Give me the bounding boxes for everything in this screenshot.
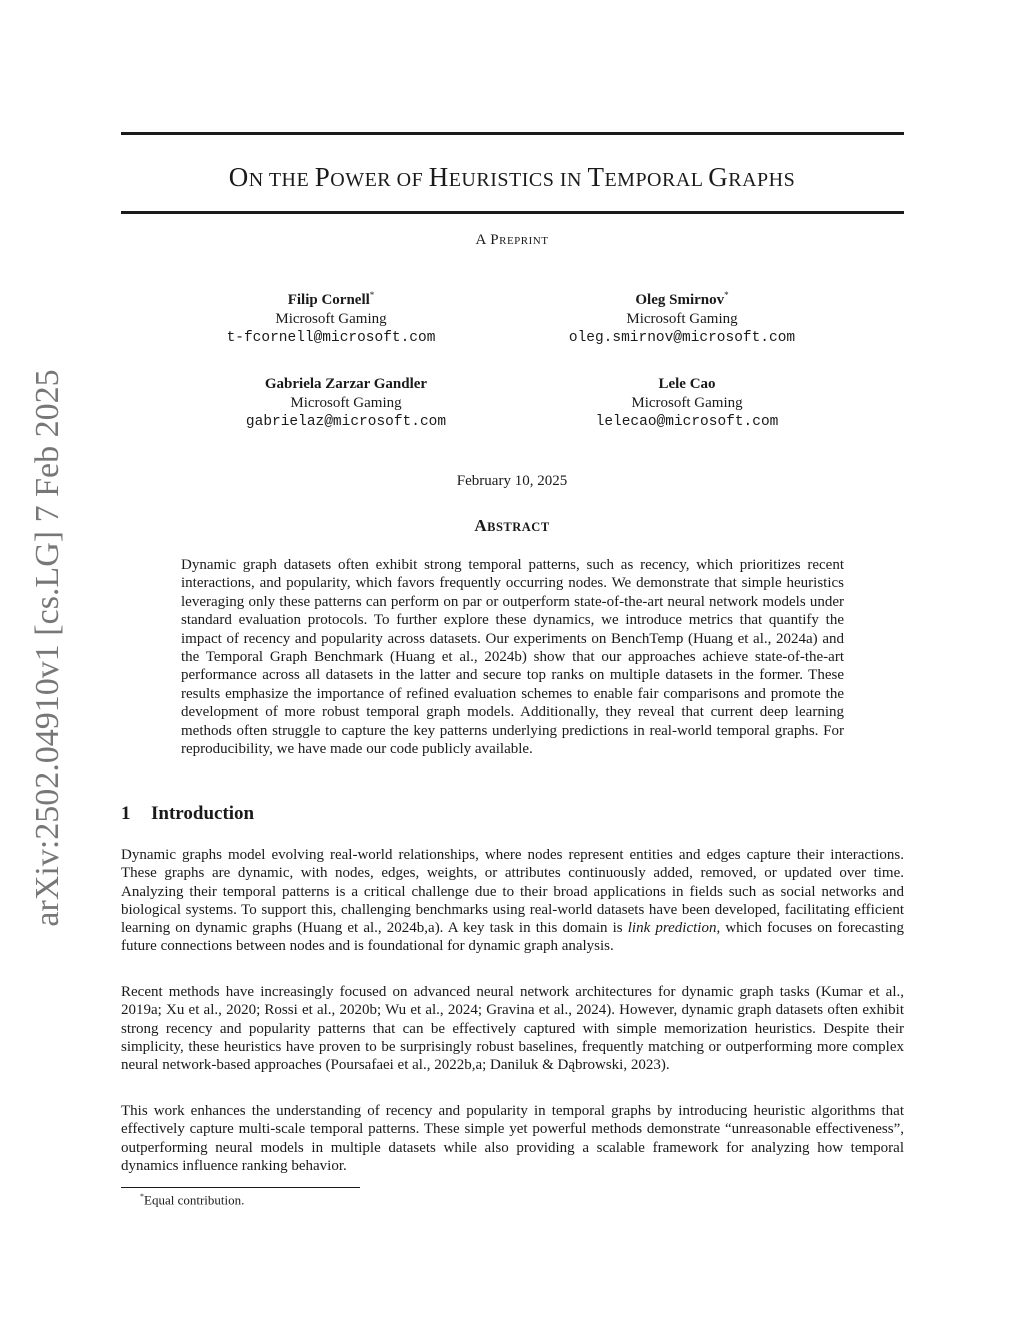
section-heading: 1 Introduction — [121, 803, 255, 824]
author-block: Oleg Smirnov* Microsoft Gaming oleg.smirnov@microsoft.com — [532, 286, 832, 348]
author-affiliation: Microsoft Gaming — [290, 395, 402, 411]
title-top-rule — [121, 132, 904, 135]
intro-paragraph-3: This work enhances the understanding of recency and popularity in temporal graphs by introducing heuristic algorithms that effectively capture multi-scale temporal patterns. These simple yet powerful methods demonstrate “unreasonable effectiveness”, outperforming neural models in multiple datasets while also providing a scalable framework for analyzing how temporal dynamics influence ranking behavior. — [121, 1103, 904, 1174]
author-name: Filip Cornell — [287, 292, 370, 308]
author-block — [196, 370, 496, 432]
paper-title: ON THE POWER OF HEURISTICS IN TEMPORAL GRAPHS — [228, 162, 796, 192]
abstract-heading: ABSTRACT — [474, 516, 550, 535]
author-name: Lele Cao — [658, 376, 716, 392]
author-name: Oleg Smirnov — [635, 292, 725, 308]
paper-date: February 10, 2025 — [456, 473, 568, 489]
author-email[interactable]: t-fcornell@microsoft.com — [226, 330, 436, 346]
footnote-rule — [121, 1187, 360, 1188]
footnote: *Equal contribution. — [140, 1192, 245, 1208]
arxiv-side-stamp: arXiv:2502.04910v1 [cs.LG] 7 Feb 2025 — [29, 369, 66, 927]
abstract-text: Dynamic graph datasets often exhibit strong temporal patterns, such as recency, which prioritizes recent interactions, and popularity, which favors frequently occurring nodes. We demonstrate that simple heuristics leveraging only these patterns can perform on par or outperform state-of-the-art neural network models under standard evaluation protocols. To further explore these dynamics, we introduce metrics that quantify the impact of recency and popularity across datasets. Our experiments on BenchTemp (Huang et al., 2024a) and the Temporal Graph Benchmark (Huang et al., 2024b) show that our approaches achieve state-of-the-art performance across all datasets in the latter and secure top ranks on multiple datasets in the former. These results emphasize the importance of refined evaluation schemes to enable fair comparisons and promote the development of more robust temporal graph models. Additionally, they reveal that current deep learning methods often struggle to capture the key patterns underlying predictions in real-world temporal graphs. For reproducibility, we have made our code publicly available. — [181, 557, 844, 758]
author-affiliation: Microsoft Gaming — [626, 311, 738, 327]
author-email[interactable]: lelecao@microsoft.com — [595, 414, 779, 430]
intro-paragraph-2: Recent methods have increasingly focused on advanced neural network architectures for dynamic graph tasks (Kumar et al., 2019a; Xu et al., 2020; Rossi et al., 2020b; Wu et al., 2024; Gravina et al., 2024). However, dynamic graph datasets often exhibit strong recency and popularity patterns that can be effectively captured with simple memorization heuristics. Despite their simplicity, these heuristics have proven to be surprisingly robust baselines, frequently matching or outperforming more complex neural network-based approaches (Poursafaei et al., 2022b,a; Daniluk & Dąbrowski, 2023). — [121, 984, 904, 1074]
author-block — [537, 370, 837, 432]
emphasis-link-prediction: link prediction — [627, 920, 717, 937]
author-block: Filip Cornell* Microsoft Gaming t-fcornell@microsoft.com — [181, 286, 481, 348]
author-email[interactable]: gabrielaz@microsoft.com — [245, 414, 447, 430]
author-name: Gabriela Zarzar Gandler — [264, 376, 428, 392]
author-affiliation: Microsoft Gaming — [631, 395, 743, 411]
author-affiliation: Microsoft Gaming — [275, 311, 387, 327]
intro-paragraph-1: Dynamic graphs model evolving real-world relationships, where nodes represent entities and edges capture their interactions. These graphs are dynamic, with nodes, edges, weights, or attributes continuously added, removed, or updated over time. Analyzing their temporal patterns is a critical challenge due to their broad applications in fields such as social networks and biological systems. To support this, challenging benchmarks using real-world datasets have been developed, facilitating efficient learning on dynamic graphs (Huang et al., 2024b,a). A key task in this domain is link prediction, which focuses on forecasting future connections between nodes and is foundational for dynamic graph analysis. — [121, 847, 904, 955]
author-email[interactable]: oleg.smirnov@microsoft.com — [568, 330, 796, 346]
title-bottom-rule — [121, 211, 904, 214]
preprint-label: A PREPRINT — [475, 232, 549, 248]
